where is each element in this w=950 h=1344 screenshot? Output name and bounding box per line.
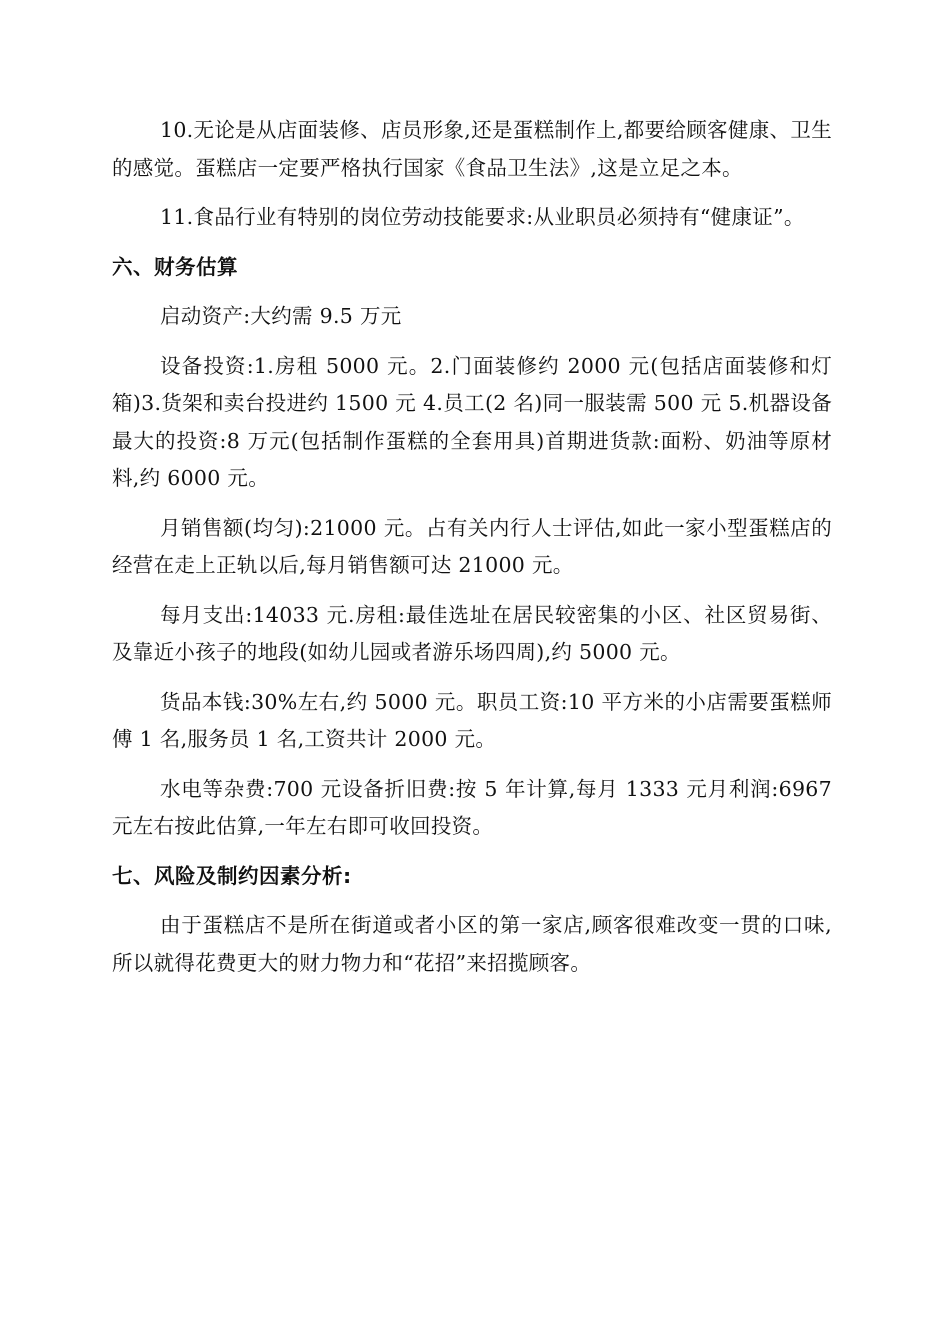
paragraph-item-10: 10.无论是从店面装修、店员形象,还是蛋糕制作上,都要给顾客健康、卫生的感觉。蛋糕店一定要严格执行国家《食品卫生法》,这是立足之本。: [112, 118, 832, 180]
paragraph-utilities-profit: 水电等杂费:700 元设备折旧费:按 5 年计算,每月 1333 元月利润:6967 元左右按此估算,一年左右即可收回投资。: [112, 776, 832, 838]
paragraph-risk-analysis: 由于蛋糕店不是所在街道或者小区的第一家店,顾客很难改变一贯的口味,所以就得花费更大的财力物力和“花招”来招揽顾客。: [112, 913, 832, 975]
paragraph-item-11: 11.食品行业有特别的岗位劳动技能要求:从业职员必须持有“健康证”。: [160, 205, 805, 229]
section-heading-finance: 六、财务估算: [112, 254, 238, 279]
paragraph-monthly-expenses: 每月支出:14033 元.房租:最佳选址在居民较密集的小区、社区贸易街、及靠近小孩子的地段(如幼儿园或者游乐场四周),约 5000 元。: [112, 602, 832, 664]
document-page: [112, 112, 832, 994]
paragraph-goods-cost: 货品本钱:30%左右,约 5000 元。职员工资:10 平方米的小店需要蛋糕师傅 1 名,服务员 1 名,工资共计 2000 元。: [112, 689, 832, 751]
paragraph-startup-capital: 启动资产:大约需 9.5 万元: [160, 304, 402, 328]
paragraph-monthly-sales: 月销售额(均匀):21000 元。占有关内行人士评估,如此一家小型蛋糕店的经营在走上正轨以后,每月销售额可达 21000 元。: [112, 515, 832, 577]
paragraph-equipment-investment: 设备投资:1.房租 5000 元。2.门面装修约 2000 元(包括店面装修和灯箱)3.货架和卖台投进约 1500 元 4.员工(2 名)同一服装需 500 元 5.机器设备最大的投资:8 万元(包括制作蛋糕的全套用具)首期进货款:面粉、奶油等原材料,约 6000 元。: [112, 353, 832, 490]
section-heading-risk: 七、风险及制约因素分析:: [112, 863, 352, 888]
